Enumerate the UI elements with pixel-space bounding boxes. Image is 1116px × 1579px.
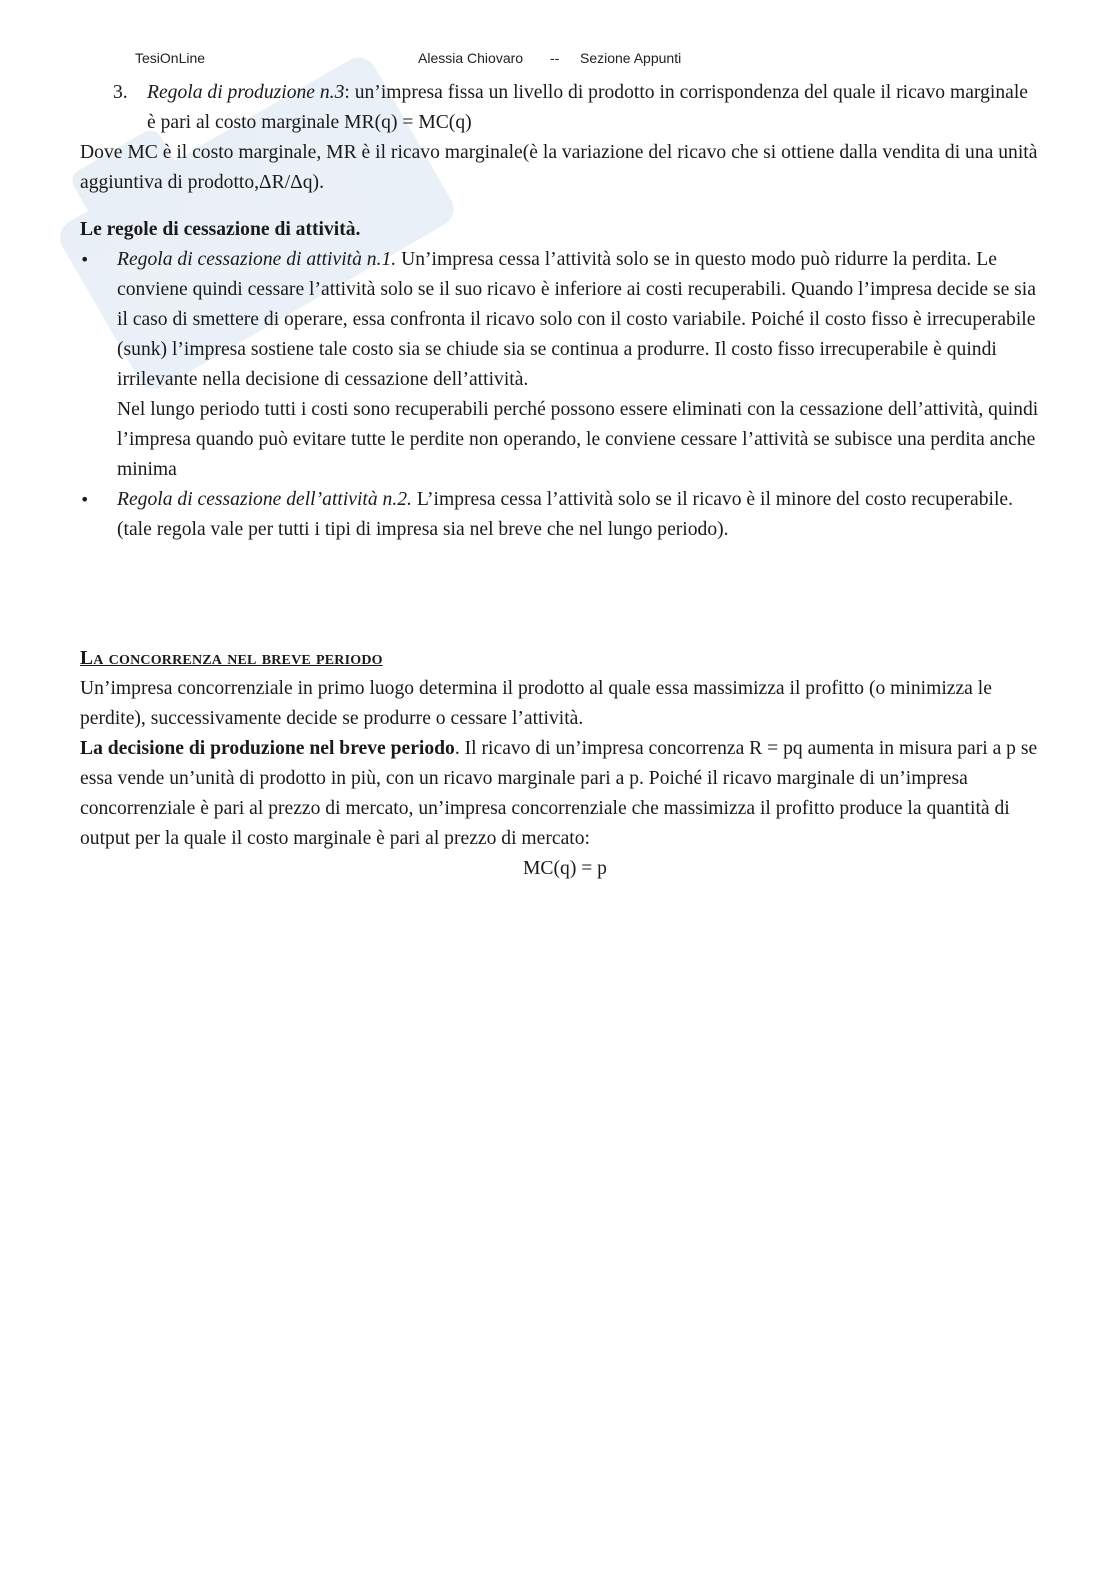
header-section: Sezione Appunti — [580, 50, 682, 66]
shutdown-rule-2-text: L’impresa cessa l’attività solo se il ricavo è il minore del costo recuperabile. (tale regola vale per tutti i tipi di impresa sia nel breve che nel lungo periodo). — [117, 489, 1013, 540]
production-decision-paragraph — [80, 734, 1040, 854]
production-decision-text: . Il ricavo di un’impresa concorrenza R = pq aumenta in misura pari a p se essa vende un’unità di prodotto in più, con un ricavo marginale pari a p. Poiché il ricavo marginale di un’impresa concorrenziale è pari al prezzo di mercato, un’impresa concorrenziale che massimizza il profitto produce la quantità di output per la quale il costo marginale è pari al prezzo di mercato: — [80, 738, 1038, 849]
shutdown-rule-1-text: Un’impresa cessa l’attività solo se in questo modo può ridurre la perdita. Le conviene quindi cessare l’attività solo se il suo ricavo è inferiore ai costi recuperabili. Quando l’impresa decide se sia il caso di smettere di operare, essa confronta il ricavo solo con il costo variabile. Poiché il costo fisso è irrecuperabile (sunk) l’impresa sostiene tale costo sia se chiude sia se continua a produrre. Il costo fisso irrecuperabile è quindi irrilevante nella decisione di cessazione dell’attività. — [117, 249, 1036, 390]
rule-3-number: 3. — [113, 82, 128, 103]
bullet-icon: • — [80, 250, 90, 269]
shutdown-rule-2 — [80, 485, 1040, 545]
definition-paragraph: Dove MC è il costo marginale, MR è il ricavo marginale(è la variazione del ricavo che si ottiene dalla vendita di una unità aggiuntiva di prodotto,ΔR/Δq). — [80, 142, 1038, 193]
shutdown-rule-2-title: Regola di cessazione dell’attività n.2. — [117, 489, 412, 510]
shutdown-rule-1-continuation: Nel lungo periodo tutti i costi sono recuperabili perché possono essere eliminati con la cessazione dell’attività, quindi l’impresa quando può evitare tutte le perdite non operando, le conviene cessare l’attività se subisce una perdita anche minima — [117, 399, 1039, 480]
competition-intro: Un’impresa concorrenziale in primo luogo determina il prodotto al quale essa massimizza il profitto (o minimizza le perdite), successivamente decide se produrre o cessare l’attività. — [80, 678, 992, 729]
production-decision-title: La decisione di produzione nel breve periodo — [80, 738, 455, 759]
rule-3-text: : un’impresa fissa un livello di prodotto in corrispondenza del quale il ricavo marginale è pari al costo marginale MR(q) = MC(q) — [147, 82, 1028, 133]
rule-3-title: Regola di produzione n.3 — [147, 82, 345, 103]
rule-3-item — [80, 78, 1040, 138]
shutdown-rule-1 — [80, 245, 1040, 395]
competition-heading: La concorrenza nel breve periodo — [80, 648, 383, 669]
bullet-icon: • — [80, 490, 90, 509]
page-header — [0, 50, 1116, 70]
header-author: Alessia Chiovaro — [418, 50, 524, 66]
header-site: TesiOnLine — [135, 50, 206, 66]
shutdown-rule-1-title: Regola di cessazione di attività n.1. — [117, 249, 397, 270]
document-body — [80, 78, 1040, 884]
shutdown-rules-title: Le regole di cessazione di attività. — [80, 219, 361, 240]
header-separator: -- — [550, 50, 560, 66]
formula-mc-equals-p: MC(q) = p — [523, 858, 607, 879]
